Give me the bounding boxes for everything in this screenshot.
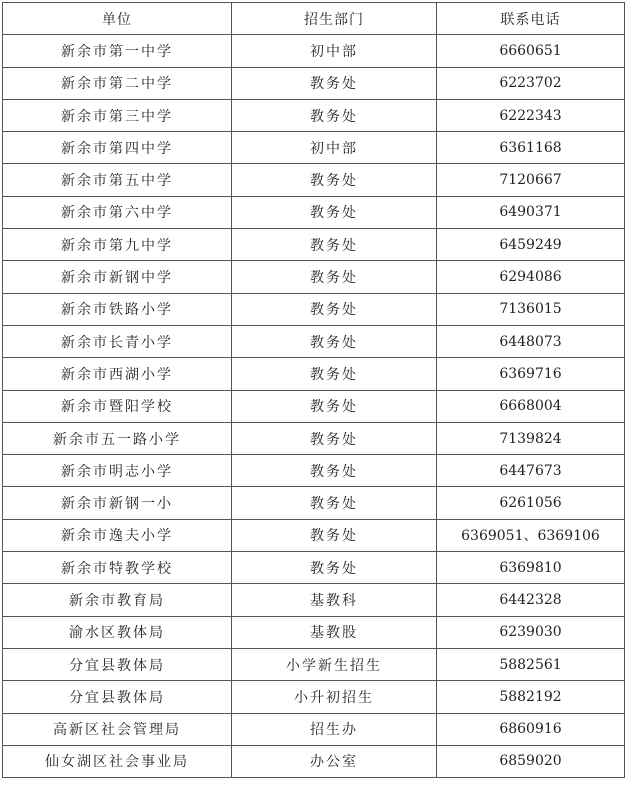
department-cell: 小升初招生	[232, 681, 437, 713]
table-row	[3, 132, 625, 164]
unit-cell: 新余市第三中学	[3, 99, 232, 131]
unit-cell: 新余市西湖小学	[3, 358, 232, 390]
department-cell: 教务处	[232, 422, 437, 454]
unit-cell: 新余市铁路小学	[3, 293, 232, 325]
department-cell: 办公室	[232, 745, 437, 777]
phone-cell: 7136015	[437, 293, 625, 325]
department-cell: 教务处	[232, 261, 437, 293]
table-row	[3, 35, 625, 67]
unit-cell: 新余市第五中学	[3, 164, 232, 196]
department-cell: 初中部	[232, 35, 437, 67]
table-row	[3, 390, 625, 422]
column-header-department: 招生部门	[232, 3, 437, 35]
table-row	[3, 229, 625, 261]
table-row	[3, 648, 625, 680]
department-cell: 教务处	[232, 455, 437, 487]
table-row	[3, 261, 625, 293]
unit-cell: 新余市特教学校	[3, 552, 232, 584]
unit-cell: 新余市新钢中学	[3, 261, 232, 293]
phone-cell: 6361168	[437, 132, 625, 164]
table-row	[3, 358, 625, 390]
department-cell: 基教股	[232, 616, 437, 648]
table-row	[3, 487, 625, 519]
unit-cell: 新余市教育局	[3, 584, 232, 616]
unit-cell: 高新区社会管理局	[3, 713, 232, 745]
department-cell: 教务处	[232, 196, 437, 228]
phone-cell: 6239030	[437, 616, 625, 648]
phone-cell: 6448073	[437, 325, 625, 357]
unit-cell: 新余市五一路小学	[3, 422, 232, 454]
department-cell: 教务处	[232, 99, 437, 131]
unit-cell: 仙女湖区社会事业局	[3, 745, 232, 777]
department-cell: 教务处	[232, 552, 437, 584]
department-cell: 基教科	[232, 584, 437, 616]
phone-cell: 6261056	[437, 487, 625, 519]
department-cell: 教务处	[232, 325, 437, 357]
department-cell: 教务处	[232, 229, 437, 261]
phone-cell: 7120667	[437, 164, 625, 196]
unit-cell: 新余市第六中学	[3, 196, 232, 228]
unit-cell: 新余市长青小学	[3, 325, 232, 357]
phone-cell: 6369716	[437, 358, 625, 390]
table-row	[3, 67, 625, 99]
table-row	[3, 196, 625, 228]
table-row	[3, 164, 625, 196]
unit-cell: 分宜县教体局	[3, 648, 232, 680]
phone-cell: 6859020	[437, 745, 625, 777]
table-row	[3, 713, 625, 745]
phone-cell: 6490371	[437, 196, 625, 228]
table-row	[3, 519, 625, 551]
phone-cell: 6668004	[437, 390, 625, 422]
department-cell: 招生办	[232, 713, 437, 745]
unit-cell: 新余市逸夫小学	[3, 519, 232, 551]
phone-cell: 5882561	[437, 648, 625, 680]
department-cell: 小学新生招生	[232, 648, 437, 680]
phone-cell: 6369810	[437, 552, 625, 584]
table-body	[3, 35, 625, 778]
unit-cell: 新余市第九中学	[3, 229, 232, 261]
unit-cell: 新余市明志小学	[3, 455, 232, 487]
phone-cell: 7139824	[437, 422, 625, 454]
table-row	[3, 325, 625, 357]
phone-cell: 6660651	[437, 35, 625, 67]
department-cell: 教务处	[232, 293, 437, 325]
unit-cell: 分宜县教体局	[3, 681, 232, 713]
column-header-phone: 联系电话	[437, 3, 625, 35]
contact-table	[2, 2, 625, 778]
table-header-row	[3, 3, 625, 35]
department-cell: 教务处	[232, 519, 437, 551]
department-cell: 教务处	[232, 390, 437, 422]
department-cell: 教务处	[232, 358, 437, 390]
department-cell: 教务处	[232, 67, 437, 99]
table-row	[3, 99, 625, 131]
department-cell: 教务处	[232, 487, 437, 519]
phone-cell: 6459249	[437, 229, 625, 261]
table-row	[3, 552, 625, 584]
unit-cell: 新余市暨阳学校	[3, 390, 232, 422]
phone-cell: 6222343	[437, 99, 625, 131]
table-row	[3, 584, 625, 616]
column-header-unit: 单位	[3, 3, 232, 35]
phone-cell: 6860916	[437, 713, 625, 745]
phone-cell: 6442328	[437, 584, 625, 616]
unit-cell: 新余市第四中学	[3, 132, 232, 164]
phone-cell: 6447673	[437, 455, 625, 487]
phone-cell: 6223702	[437, 67, 625, 99]
department-cell: 教务处	[232, 164, 437, 196]
table-row	[3, 455, 625, 487]
unit-cell: 新余市第一中学	[3, 35, 232, 67]
unit-cell: 新余市新钢一小	[3, 487, 232, 519]
phone-cell: 6369051、6369106	[437, 519, 625, 551]
unit-cell: 渝水区教体局	[3, 616, 232, 648]
table-row	[3, 293, 625, 325]
table-row	[3, 422, 625, 454]
department-cell: 初中部	[232, 132, 437, 164]
unit-cell: 新余市第二中学	[3, 67, 232, 99]
phone-cell: 6294086	[437, 261, 625, 293]
phone-cell: 5882192	[437, 681, 625, 713]
table-row	[3, 681, 625, 713]
table-row	[3, 745, 625, 777]
table-row	[3, 616, 625, 648]
